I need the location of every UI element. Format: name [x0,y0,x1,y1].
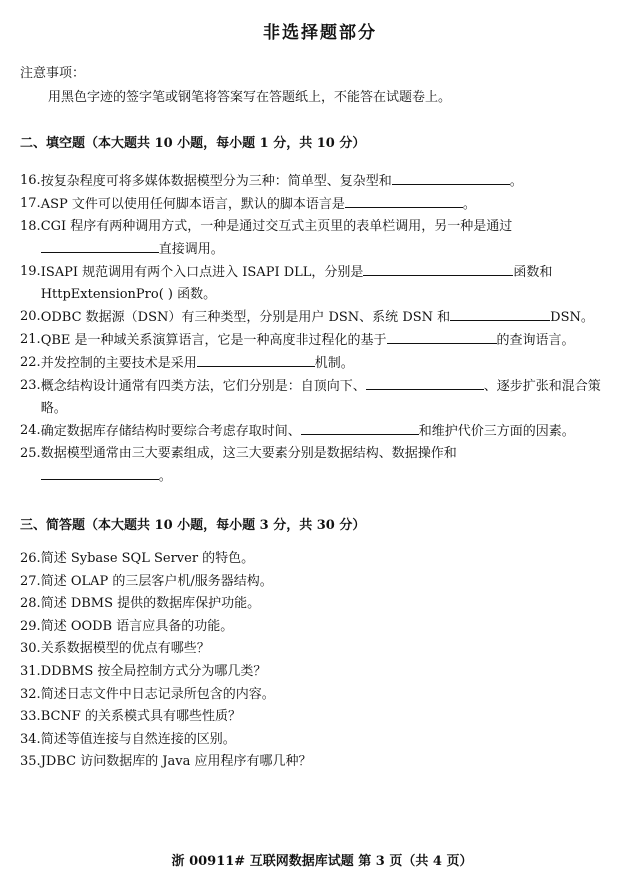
question-number: 18. [20,219,41,234]
question-text-tail: 、逐步扩张和混合策略。 [40,379,601,416]
page-footer: 浙 00911# 互联网数据库试题 第 3 页（共 4 页） [171,854,473,869]
question-text-tail: 。 [158,469,172,484]
answer-blank[interactable] [197,352,315,367]
question-number: 20. [20,309,41,324]
short-question-32 [20,684,620,707]
short-question-29 [20,616,620,639]
question-text-tail: 的查询语言。 [496,333,575,348]
question-text: 简述 DBMS 提供的数据库保护功能。 [40,596,261,612]
question-text-tail: 函数和 HttpExtensionPro( ) 函数。 [40,265,553,302]
fill-question-22 [20,352,620,375]
notes-heading: 注意事项： [20,66,86,81]
notes-body: 用黑色字迹的签字笔或钢笔将答案写在答题纸上，不能答在试题卷上。 [48,90,452,105]
question-text: 并发控制的主要技术是采用 [40,356,197,371]
question-number: 29. [20,618,41,634]
short-question-28 [20,593,620,616]
question-text: 数据模型通常由三大要素组成，这三大要素分别是数据结构、数据操作和 [40,446,457,461]
fill-question-19 [20,261,620,306]
question-number: 16. [20,173,41,188]
short-question-31 [20,661,620,684]
question-number: 34. [20,731,41,747]
question-text: BCNF 的关系模式具有哪些性质？ [40,709,241,725]
fill-question-list [20,170,620,488]
question-text: 确定数据库存储结构时要综合考虑存取时间、 [40,424,301,439]
page-title: 非选择题部分 [263,23,377,43]
fill-question-25 [20,443,620,488]
short-question-30 [20,638,620,661]
question-number: 30. [20,641,41,657]
fill-question-24 [20,420,620,443]
short-question-27 [20,571,620,594]
question-number: 27. [20,573,41,589]
short-question-list [20,548,620,774]
fill-question-17 [20,193,620,216]
question-text: ASP 文件可以使用任何脚本语言，默认的脚本语言是 [40,197,345,212]
question-text: 简述等值连接与自然连接的区别。 [40,731,236,747]
short-question-35 [20,751,620,774]
question-number: 33. [20,709,41,725]
question-text: 关系数据模型的优点有哪些？ [40,641,210,657]
question-number: 23. [20,378,41,393]
question-number: 32. [20,686,41,702]
question-text-tail: DSN。 [550,310,594,325]
question-number: 26. [20,551,41,566]
question-text: 按复杂程度可将多媒体数据模型分为三种：简单型、复杂型和 [40,174,392,189]
question-text: ISAPI 规范调用有两个入口点进入 ISAPI DLL，分别是 [40,265,364,280]
fill-question-20 [20,306,620,329]
fill-question-18 [20,216,620,261]
fill-question-16 [20,170,620,193]
answer-blank[interactable] [301,420,419,435]
answer-blank[interactable] [387,329,497,344]
answer-blank[interactable] [366,375,484,390]
question-text-tail: 。 [462,197,476,212]
question-number: 24. [20,423,41,438]
question-text-tail: 直接调用。 [158,242,224,257]
question-number: 17. [20,196,41,211]
fill-question-23 [20,375,620,420]
short-question-26 [20,548,620,571]
question-number: 19. [20,264,41,279]
question-text: JDBC 访问数据库的 Java 应用程序有哪几种？ [40,754,312,770]
question-text: 概念结构设计通常有四类方法，它们分别是：自顶向下、 [40,379,366,394]
question-number: 25. [20,446,41,461]
question-text: 简述 OLAP 的三层客户机/服务器结构。 [40,573,273,589]
answer-blank[interactable] [392,170,510,185]
question-number: 31. [20,663,41,679]
question-text: ODBC 数据源（DSN）有三种类型，分别是用户 DSN、系统 DSN 和 [40,310,451,325]
answer-blank[interactable] [41,465,159,480]
short-question-34 [20,729,620,752]
answer-blank[interactable] [450,306,550,321]
short-section-heading: 三、简答题（本大题共 10 小题，每小题 3 分，共 30 分） [20,518,366,533]
question-text: 简述 Sybase SQL Server 的特色。 [40,551,255,566]
question-text: 简述 OODB 语言应具备的功能。 [40,618,234,634]
short-question-33 [20,706,620,729]
fill-section-heading: 二、填空题（本大题共 10 小题，每小题 1 分，共 10 分） [20,136,366,151]
question-text-tail: 。 [509,174,523,189]
question-text-tail: 和维护代价三方面的因素。 [418,424,575,439]
question-number: 22. [20,355,41,370]
question-text: 简述日志文件中日志记录所包含的内容。 [40,686,275,702]
fill-question-21 [20,329,620,352]
answer-blank[interactable] [363,261,513,276]
question-text: QBE 是一种域关系演算语言，它是一种高度非过程化的基于 [40,333,387,348]
question-number: 21. [20,332,41,347]
question-text: CGI 程序有两种调用方式，一种是通过交互式主页里的表单栏调用，另一种是通过 [40,219,513,234]
question-number: 35. [20,754,41,770]
question-number: 28. [20,596,41,612]
question-text-tail: 机制。 [314,356,354,371]
answer-blank[interactable] [345,193,463,208]
question-text: DDBMS 按全局控制方式分为哪几类？ [40,663,267,679]
answer-blank[interactable] [41,238,159,253]
